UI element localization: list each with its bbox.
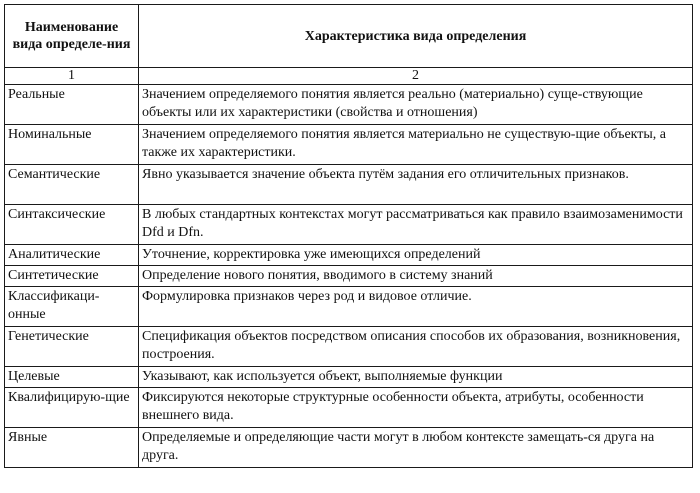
definition-type-name: Явные <box>5 428 139 468</box>
header-definition-type-name: Наименование вида определе-ния <box>5 5 139 68</box>
definition-type-name: Синтетические <box>5 266 139 287</box>
table-row <box>5 367 693 388</box>
header-row <box>5 5 693 68</box>
header-definition-characteristic: Характеристика вида определения <box>139 5 693 68</box>
definition-type-name: Квалифицирую-щие <box>5 388 139 428</box>
definition-type-description: В любых стандартных контекстах могут рассматриваться как правило взаимозаменимости Dfd и Dfn. <box>139 205 693 245</box>
definition-type-name: Реальные <box>5 85 139 125</box>
definition-type-name: Классификаци-онные <box>5 287 139 327</box>
definition-type-description: Формулировка признаков через род и видовое отличие. <box>139 287 693 327</box>
table-row <box>5 125 693 165</box>
definition-type-description: Уточнение, корректировка уже имеющихся определений <box>139 245 693 266</box>
definition-type-name: Аналитические <box>5 245 139 266</box>
definition-type-name: Генетические <box>5 327 139 367</box>
table-row <box>5 388 693 428</box>
definition-type-description: Определение нового понятия, вводимого в систему знаний <box>139 266 693 287</box>
definition-type-name: Целевые <box>5 367 139 388</box>
table-row <box>5 205 693 245</box>
table-row <box>5 327 693 367</box>
definition-type-description: Явно указывается значение объекта путём задания его отличительных признаков. <box>139 165 693 205</box>
definition-type-name: Номинальные <box>5 125 139 165</box>
definition-type-name: Семантические <box>5 165 139 205</box>
column-number-2: 2 <box>139 68 693 85</box>
definition-type-name: Синтаксические <box>5 205 139 245</box>
table-row <box>5 165 693 205</box>
table-row <box>5 245 693 266</box>
table-row <box>5 85 693 125</box>
definition-type-description: Указывают, как используется объект, выполняемые функции <box>139 367 693 388</box>
definition-type-description: Значением определяемого понятия является реально (материально) суще-ствующие объекты или их характеристики (свойства и отношения) <box>139 85 693 125</box>
table-row <box>5 266 693 287</box>
column-number-row <box>5 68 693 85</box>
definition-type-description: Значением определяемого понятия является материально не существую-щие объекты, а также их характеристики. <box>139 125 693 165</box>
table-row <box>5 287 693 327</box>
definition-types-table <box>4 4 693 468</box>
definition-type-description: Спецификация объектов посредством описания способов их образования, возникновения, построения. <box>139 327 693 367</box>
column-number-1: 1 <box>5 68 139 85</box>
table-row <box>5 428 693 468</box>
definition-type-description: Определяемые и определяющие части могут в любом контексте замещать-ся друга на друга. <box>139 428 693 468</box>
definition-type-description: Фиксируются некоторые структурные особенности объекта, атрибуты, особенности внешнего вида. <box>139 388 693 428</box>
